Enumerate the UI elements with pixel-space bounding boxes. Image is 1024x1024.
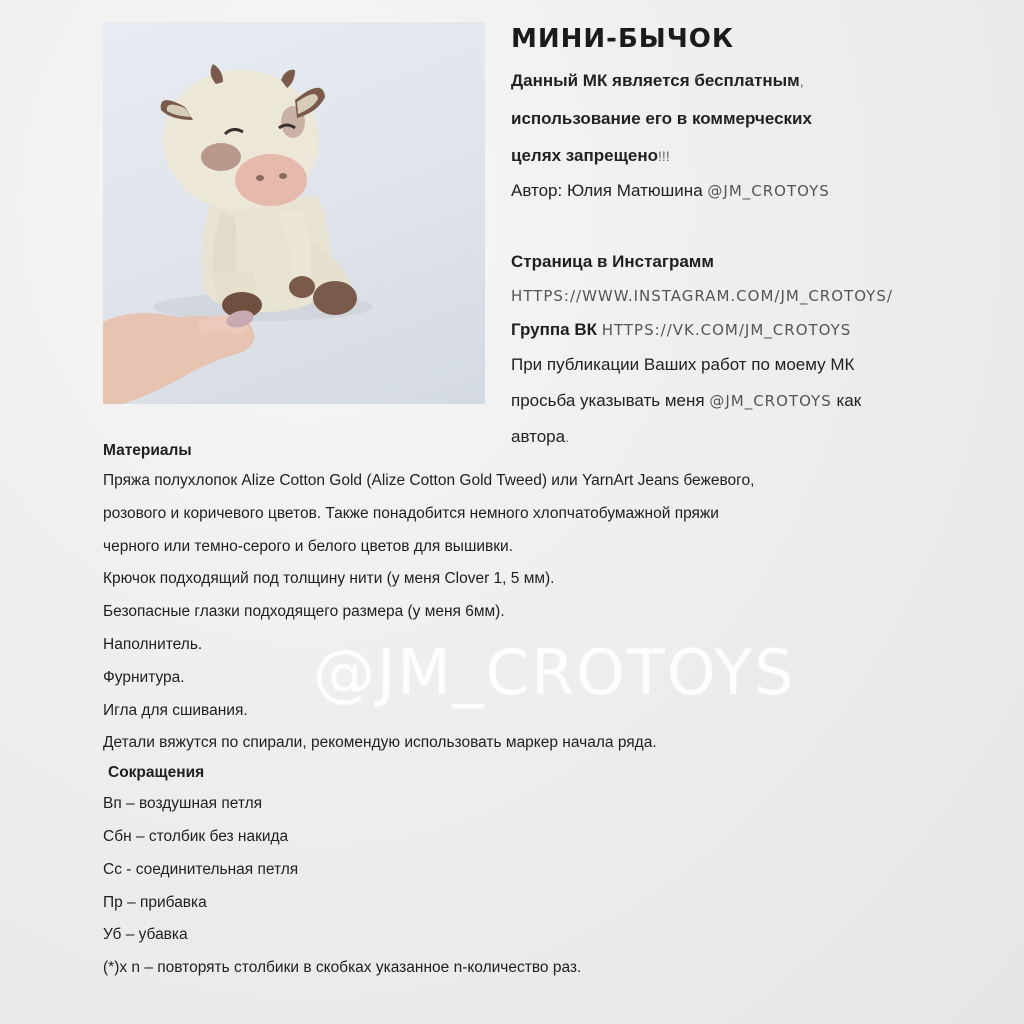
notice-line-3-end: !!! (658, 148, 670, 164)
instagram-link[interactable]: HTTPS://WWW.INSTAGRAM.COM/JM_CROTOYS/ (511, 287, 893, 305)
watermark: @JM_CROTOYS (313, 636, 796, 709)
vk-label: Группа ВК (511, 320, 597, 339)
author-line (511, 175, 991, 207)
notice-line-1-end: , (799, 73, 804, 89)
page-title: МИНИ-БЫЧОК (511, 24, 735, 54)
abbreviation-line: (*)x n – повторять столбики в скобках указанное n-количество раз. (103, 959, 582, 977)
publish-line-1: При публикации Ваших работ по моему МК (511, 355, 855, 374)
abbreviation-line: Уб – убавка (103, 926, 188, 944)
publish-line-3: автора (511, 427, 566, 446)
vk-line (511, 313, 991, 347)
material-line: Крючок подходящий под толщину нити (у меня Clover 1, 5 мм). (103, 570, 555, 588)
author-handle: @JM_CROTOYS (707, 182, 830, 200)
material-line: Фурнитура. (103, 668, 185, 686)
publish-handle: @JM_CROTOYS (709, 392, 832, 410)
abbreviation-line: Пр – прибавка (103, 893, 207, 911)
material-line: Пряжа полухлопок Alize Cotton Gold (Alize Cotton Gold Tweed) или YarnArt Jeans бежевого, (103, 472, 755, 489)
instagram-heading: Страница в Инстаграмм (511, 252, 714, 271)
notice-line-1: Данный МК является бесплатным (511, 71, 800, 90)
abbreviation-line: Вп – воздушная петля (103, 795, 263, 813)
material-line: Игла для сшивания. (103, 701, 248, 719)
notice-line-2: использование его в коммерческих (511, 109, 812, 128)
material-line: Наполнитель. (103, 635, 203, 653)
bull-toy-illustration (103, 22, 485, 404)
material-line: розового и коричевого цветов. Также понадобится немного хлопчатобумажной пряжи (103, 504, 719, 522)
notice-line-3: целях запрещено (511, 146, 659, 165)
free-pattern-notice (511, 62, 991, 175)
materials-section (103, 437, 963, 985)
abbreviation-line: Сс - соединительная петля (103, 860, 299, 878)
abbreviation-line: Сбн – столбик без накида (103, 827, 289, 845)
publish-line-3-end: . (565, 429, 569, 445)
abbreviations-heading: Сокращения (108, 764, 205, 782)
publish-line-2: просьба указывать меня (511, 391, 705, 410)
author-label: Автор: Юлия Матюшина (511, 181, 703, 200)
material-line: черного или темно-серого и белого цветов для вышивки. (103, 537, 514, 555)
vk-link[interactable]: HTTPS://VK.COM/JM_CROTOYS (601, 321, 852, 339)
publish-line-2-end: как (836, 391, 862, 410)
materials-heading: Материалы (103, 442, 192, 459)
material-line: Безопасные глазки подходящего размера (у меня 6мм). (103, 603, 505, 621)
amigurumi-bull-photo (103, 22, 485, 404)
material-line: Детали вяжутся по спирали, рекомендую использовать маркер начала ряда. (103, 734, 657, 752)
pattern-header (511, 22, 991, 455)
